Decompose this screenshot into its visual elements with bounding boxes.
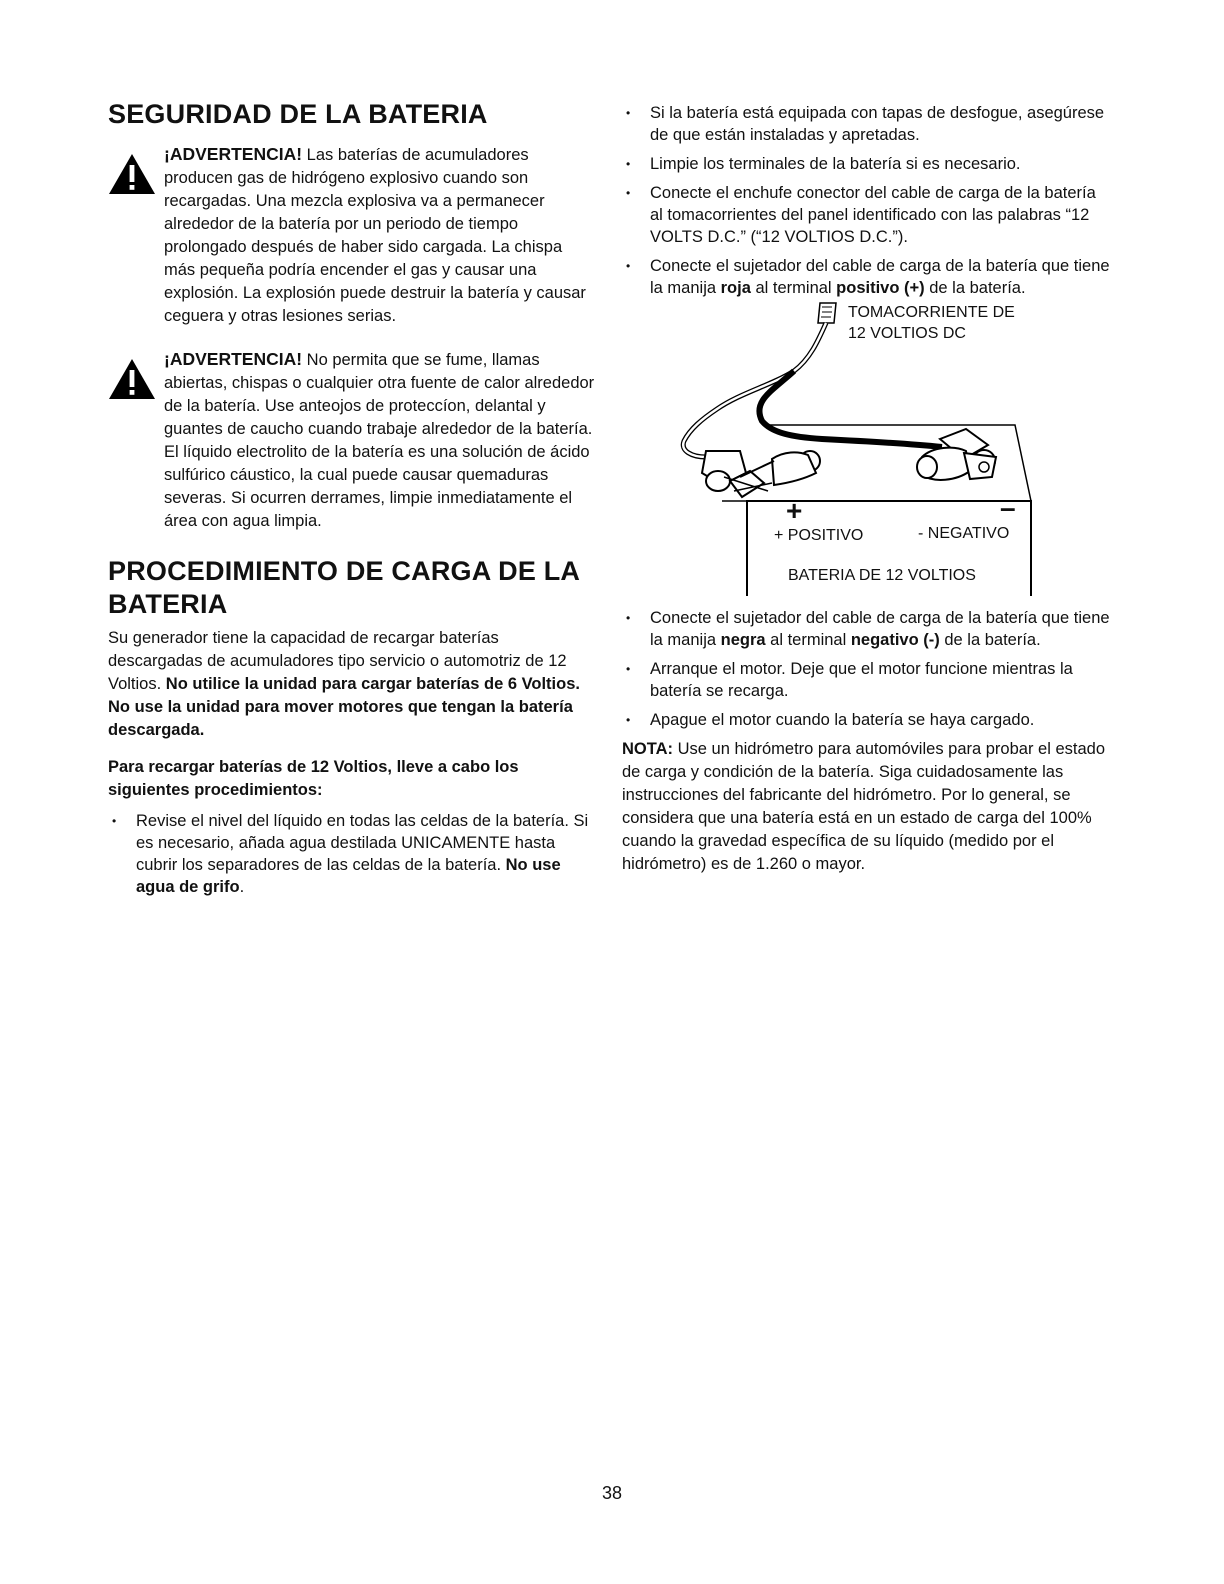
left-column [108, 98, 596, 905]
battery-charging-diagram [622, 301, 1112, 599]
bullet: • [626, 106, 631, 120]
procedure-intro-bold: No utilice la unidad para cargar baterías de 6 Voltios. No use la unidad para mover motores que tengan la batería descargada. [108, 675, 580, 739]
list-item [622, 255, 1112, 299]
step-8-text: Apague el motor cuando la batería se haya cargado. [650, 711, 1035, 729]
step-6-c: al terminal [765, 631, 851, 649]
list-item [622, 153, 1112, 175]
warning-2-lead: ¡ADVERTENCIA! [164, 349, 303, 369]
procedure-steps-right-top [622, 102, 1112, 299]
list-item [108, 810, 596, 898]
procedure-intro [108, 627, 596, 742]
warning-1-lead: ¡ADVERTENCIA! [164, 144, 303, 164]
step-5-positive: positivo (+) [836, 279, 925, 297]
charging-procedure-heading: PROCEDIMIENTO DE CARGA DE LA BATERIA [108, 556, 580, 619]
step-1-bold: No use agua de grifo [136, 856, 561, 896]
outlet-label-line2: 12 VOLTIOS DC [848, 325, 966, 342]
list-item [622, 709, 1112, 731]
list-item [622, 102, 1112, 146]
warning-1-body: Las baterías de acumuladores producen gas de hidrógeno explosivo cuando son recargadas. Una mezcla explosiva va a permanecer alrededor de la batería por un periodo de tiempo prolongado después de haber sido cargada. La chispa más pequeña podría encender el gas y causar una explosión. La explosión puede destruir la batería y causar ceguera y otras lesiones serias. [164, 146, 586, 325]
step-2-text: Si la batería está equipada con tapas de desfogue, asegúrese de que están instaladas y apretadas. [650, 104, 1105, 144]
warning-triangle-icon [108, 358, 156, 400]
step-1-end: . [239, 878, 245, 896]
bullet: • [112, 814, 117, 828]
step-6-black: negra [720, 631, 766, 649]
bullet: • [626, 259, 631, 273]
battery-label: BATERIA DE 12 VOLTIOS [788, 567, 976, 584]
procedure-steps-right-bottom [622, 607, 1112, 731]
bullet: • [626, 157, 631, 171]
list-item [622, 182, 1112, 248]
step-5-c: al terminal [750, 279, 837, 297]
note-text: Use un hidrómetro para automóviles para probar el estado de carga y condición de la batería. Siga cuidadosamente las instrucciones del fabricante del hidrómetro. Por lo general, se considera que una batería está en un estado de carga del 100% cuando la gravedad específica de su líquido (medido por el hidrómetro) es de 1.260 o mayor. [622, 740, 1106, 873]
step-7-text: Arranque el motor. Deje que el motor funcione mientras la batería se recarga. [650, 660, 1073, 700]
list-item [622, 607, 1112, 651]
outlet-label-line1: TOMACORRIENTE DE [848, 304, 1015, 321]
minus-symbol: – [1000, 492, 1016, 523]
step-6-a: Conecte el sujetador del cable de carga de la batería que tiene la manija [650, 609, 1110, 649]
step-6-e: de la batería. [939, 631, 1041, 649]
battery-diagram-drawing [622, 301, 1112, 599]
procedure-intro-text: Su generador tiene la capacidad de recargar baterías descargadas de acumuladores tipo servicio o automotriz de 12 Voltios. [108, 629, 567, 693]
bullet: • [626, 713, 631, 727]
step-5-e: de la batería. [924, 279, 1026, 297]
procedure-subheading: Para recargar baterías de 12 Voltios, lleve a cabo los siguientes procedimientos: [108, 758, 519, 799]
warning-2-text [164, 348, 596, 533]
warning-1-text [164, 143, 596, 328]
step-3-text: Limpie los terminales de la batería si es necesario. [650, 155, 1021, 173]
hydrometer-note [622, 738, 1112, 876]
warning-2-body: No permita que se fume, llamas abiertas, chispas o cualquier otra fuente de calor alrededor de la batería. Use anteojos de proteccíon, delantal y guantes de caucho cuando trabaje alrededor de la batería. El líquido electrolito de la batería es una solución de ácido sulfúrico cáustico, la cual puede causar quemaduras severas. Si ocurren derrames, limpie inmediatamente el área con agua limpia. [164, 351, 595, 530]
warning-triangle-icon [108, 153, 156, 195]
step-5-a: Conecte el sujetador del cable de carga de la batería que tiene la manija [650, 257, 1110, 297]
page-number: 38 [601, 1483, 623, 1503]
bullet: • [626, 611, 631, 625]
battery-safety-heading: SEGURIDAD DE LA BATERIA [108, 99, 488, 129]
bullet: • [626, 186, 631, 200]
procedure-steps-left [108, 810, 596, 898]
list-item [622, 658, 1112, 702]
negative-terminal-label: - NEGATIVO [918, 525, 1010, 542]
warning-fire-acid [108, 348, 596, 533]
positive-terminal-label: + POSITIVO [774, 527, 864, 544]
step-6-negative: negativo (-) [850, 631, 940, 649]
note-label: NOTA: [622, 740, 674, 758]
step-1-text: Revise el nivel del líquido en todas las celdas de la batería. Si es necesario, añada agua destilada UNICAMENTE hasta cubrir los separadores de las celdas de la batería. [136, 812, 589, 874]
step-4-text: Conecte el enchufe conector del cable de carga de la batería al tomacorrientes del panel identificado con las palabras “12 VOLTS D.C.” (“12 VOLTIOS D.C.”). [650, 184, 1096, 246]
step-5-red: roja [720, 279, 751, 297]
right-column [622, 102, 1112, 876]
plus-symbol: + [786, 495, 803, 526]
warning-hydrogen-gas [108, 143, 596, 328]
bullet: • [626, 662, 631, 676]
